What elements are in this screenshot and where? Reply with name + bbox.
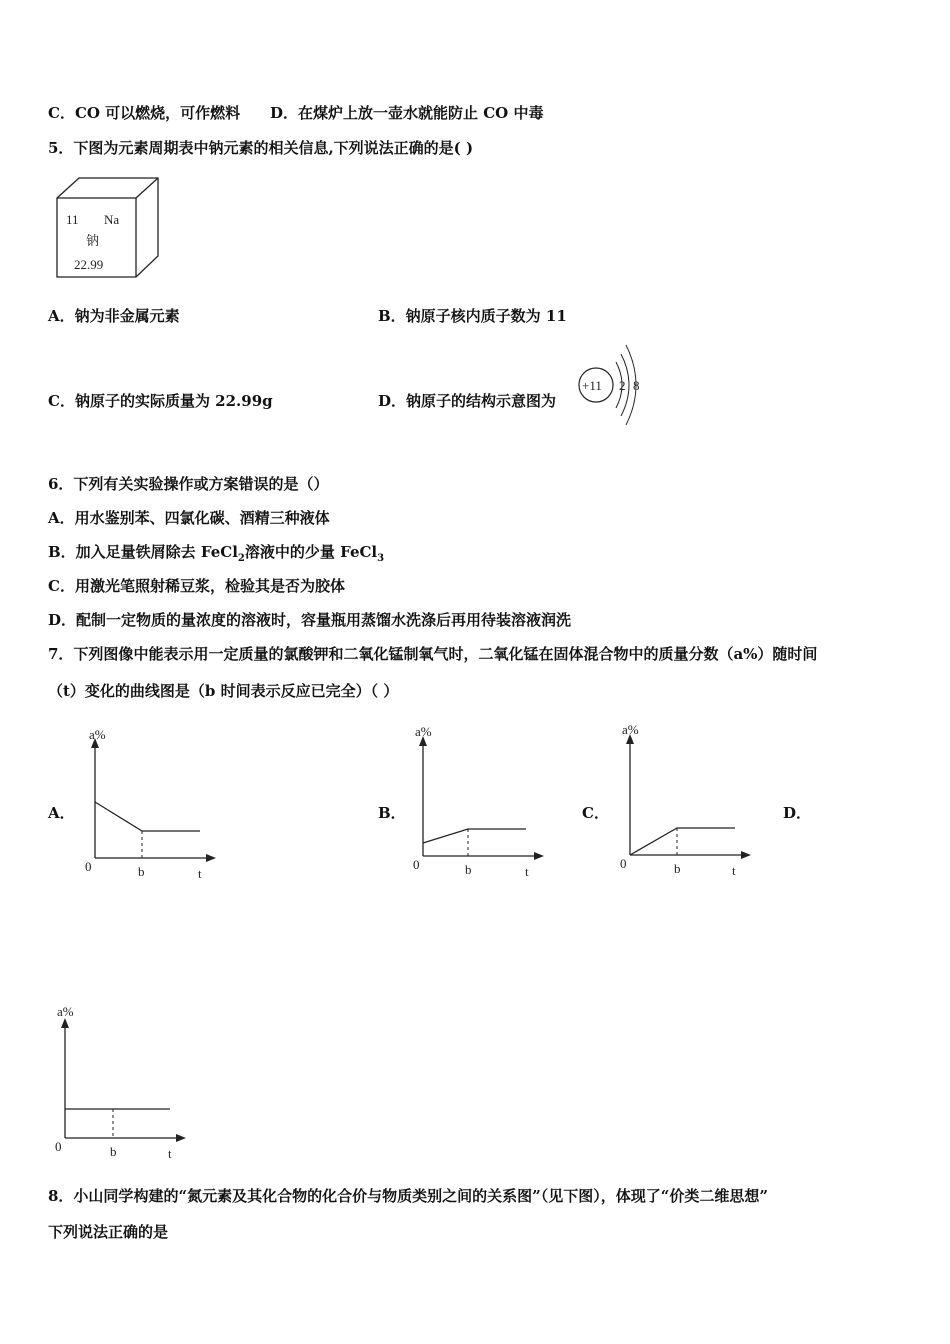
graph-b-b-tick: b [465, 862, 472, 877]
element-name: 钠 [86, 233, 100, 248]
element-symbol: Na [104, 212, 120, 227]
graph-b-origin: 0 [413, 857, 420, 872]
q5-stem: 5．下图为元素周期表中钠元素的相关信息,下列说法正确的是( ) [48, 139, 474, 157]
q7-graph-a [80, 724, 220, 884]
graph-d-ylabel: a% [57, 1004, 74, 1019]
graph-a-ylabel: a% [89, 727, 106, 742]
graph-d-origin: 0 [55, 1139, 62, 1154]
q6-option-a: A．用水鉴别苯、四氯化碳、酒精三种液体 [48, 509, 330, 527]
q7-graph-b [408, 720, 548, 880]
element-number: 11 [66, 212, 79, 227]
q5-option-a: A．钠为非金属元素 [48, 307, 180, 325]
sodium-atom-structure [574, 340, 650, 430]
graph-a-origin: 0 [85, 859, 92, 874]
q5-option-d: D．钠原子的结构示意图为 [378, 392, 557, 410]
q7-graph-d [50, 1000, 190, 1162]
graph-d-b-tick: b [110, 1144, 117, 1159]
graph-d-xlabel: t [168, 1146, 172, 1161]
graph-c-xlabel: t [732, 863, 736, 878]
q6-option-b: B．加入足量铁屑除去 FeCl$_2$溶液中的少量 FeCl$_3$ [48, 543, 385, 564]
q5-option-b: B．钠原子核内质子数为 11 [378, 307, 567, 325]
q4-option-d: D．在煤炉上放一壶水就能防止 CO 中毒 [270, 104, 544, 122]
q7-graph-c [615, 718, 755, 878]
graph-c-ylabel: a% [622, 722, 639, 737]
q8-stem-line2: 下列说法正确的是 [48, 1223, 169, 1241]
element-mass: 22.99 [74, 257, 104, 272]
q6-option-d: D．配制一定物质的量浓度的溶液时，容量瓶用蒸馏水洗涤后再用待装溶液润洗 [48, 611, 572, 629]
q4-option-c: C．CO 可以燃烧，可作燃料 [48, 104, 241, 122]
q8-stem-line1: 8．小山同学构建的“氮元素及其化合物的化合价与物质类别之间的关系图”（见下图），体现了“价类二维思想” [48, 1187, 768, 1205]
atom-nucleus: +11 [582, 378, 602, 393]
q7-stem-line2: （t）变化的曲线图是（b 时间表示反应已完全）（ ） [48, 682, 399, 700]
q5-option-c: C．钠原子的实际质量为 22.99g [48, 392, 273, 410]
q6-option-c: C．用激光笔照射稀豆浆，检验其是否为胶体 [48, 577, 345, 595]
graph-b-xlabel: t [525, 864, 529, 879]
atom-shell-2: 8 [633, 378, 640, 393]
sodium-element-card [52, 176, 164, 282]
graph-a-b-tick: b [138, 864, 145, 879]
graph-c-b-tick: b [674, 861, 681, 876]
q7-stem-line1: 7．下列图像中能表示用一定质量的氯酸钾和二氧化锰制氧气时，二氧化锰在固体混合物中的质量分数（a%）随时间 [48, 645, 818, 663]
graph-a-xlabel: t [198, 866, 202, 881]
q7-option-b-label: B． [378, 804, 406, 822]
q7-option-a-label: A． [48, 804, 75, 822]
atom-shell-1: 2 [619, 378, 626, 393]
graph-b-ylabel: a% [415, 724, 432, 739]
q7-option-d-label: D． [783, 804, 812, 822]
q7-option-c-label: C． [582, 804, 609, 822]
q6-stem: 6．下列有关实验操作或方案错误的是（） [48, 475, 329, 493]
graph-c-origin: 0 [620, 856, 627, 871]
